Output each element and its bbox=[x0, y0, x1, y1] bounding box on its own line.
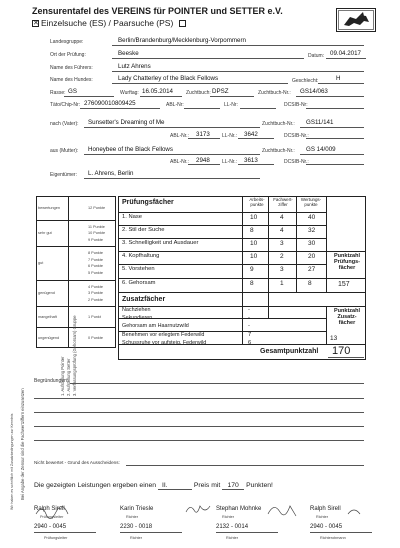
pruefung-row-wertung: 20 bbox=[308, 253, 316, 260]
eigentuemer-label: Eigentümer: bbox=[50, 172, 77, 178]
judge-line bbox=[120, 532, 182, 533]
zusatz-row-arbeit: 6 bbox=[248, 339, 252, 346]
preis-value: II. bbox=[158, 482, 192, 490]
judge-nr: 2940 - 0045 bbox=[310, 524, 343, 530]
pruefung-col-header: Arbeits- punkte bbox=[249, 197, 265, 207]
pruefung-row-arbeit: 9 bbox=[250, 266, 254, 273]
mutter-abl-label: ABL-Nr.: bbox=[170, 159, 189, 165]
pruefung-row-fachwert: 2 bbox=[280, 253, 284, 260]
wurftag-value: 16.05.2014 bbox=[142, 88, 173, 95]
geschlecht-value: H bbox=[336, 75, 341, 82]
gesamt-value: 170 bbox=[332, 345, 351, 357]
judge-nr: 2132 - 0014 bbox=[216, 524, 249, 530]
zusatz-row-name: Benehmen vor erlegtem Federwild bbox=[122, 331, 205, 338]
judge-sub: Richter bbox=[126, 515, 139, 519]
pruefung-row-fachwert: 1 bbox=[280, 280, 284, 287]
scale-row-points: 1 Punkt bbox=[88, 314, 101, 319]
zusatz-row-name: Schussruhe vor aufsteig. Federwild bbox=[122, 339, 207, 346]
zusatz-header: Zusatzfächer bbox=[122, 296, 166, 303]
pruefung-row-arbeit: 10 bbox=[250, 214, 258, 221]
club-logo bbox=[336, 8, 376, 32]
judge-name: Karin Triesle bbox=[120, 506, 154, 512]
pruefung-row-name: 2. Stil der Suche bbox=[122, 227, 165, 233]
scale-row-points: 6 Punkte bbox=[88, 264, 103, 269]
pruefung-row-name: 3. Schnelligkeit und Ausdauer bbox=[122, 240, 199, 246]
rasse-value: GS bbox=[68, 88, 77, 95]
judge-nr: 2230 - 0018 bbox=[120, 524, 153, 530]
rasse-label: Rasse: bbox=[50, 90, 66, 96]
mutter-ll-label: LL-Nr.: bbox=[222, 159, 238, 165]
eigentuemer-value: L. Ahrens, Berlin bbox=[88, 170, 134, 177]
judge-role: Prüfungsleiter bbox=[44, 536, 68, 540]
hund-label: Name des Hundes: bbox=[50, 77, 93, 83]
zusatz-punktzahl-value: 13 bbox=[330, 335, 338, 342]
vater-zb-value: GS11/141 bbox=[306, 119, 334, 126]
pruefung-row-fachwert: 4 bbox=[280, 214, 284, 221]
zuchtbuch-label: Zuchtbuch: bbox=[186, 90, 211, 96]
pruefung-row-fachwert: 3 bbox=[280, 240, 284, 247]
punkte-label: Punkten! bbox=[246, 482, 273, 489]
paarsuche-checkbox[interactable] bbox=[179, 20, 186, 27]
scale-row-points: 11 Punkte bbox=[88, 224, 105, 229]
signature-scribbles bbox=[30, 500, 370, 524]
scale-row-points: 5 Punkte bbox=[88, 271, 103, 276]
hund-value: Lady Chatterley of the Black Fellows bbox=[118, 75, 219, 82]
pruefung-row-name: 6. Gehorsam bbox=[122, 280, 156, 286]
taeto-value: 276090010809425 bbox=[84, 100, 136, 107]
zusatz-row-name: Gehorsam am Haarnutzwild bbox=[122, 323, 189, 330]
pruefung-col-header: Wertungs- punkte bbox=[300, 197, 322, 207]
pruefung-row-wertung: 40 bbox=[308, 214, 316, 221]
einzelsuche-checkbox[interactable] bbox=[32, 20, 39, 27]
search-type-label: Einzelsuche (ES) / Paarsuche (PS) bbox=[41, 18, 174, 28]
ll-label: LL-Nr: bbox=[224, 102, 238, 108]
abl-label: ABL-Nr: bbox=[166, 102, 184, 108]
pruefung-header: Prüfungsfächer bbox=[122, 199, 174, 206]
ort-value: Beeske bbox=[118, 50, 139, 57]
pruefung-row-fachwert: 3 bbox=[280, 266, 284, 273]
statement-prefix: Die gezeigten Leistungen ergeben einen bbox=[34, 482, 157, 489]
judge-role: Richter bbox=[226, 536, 239, 540]
mutter-dcsib-label: DCSIB-Nr.: bbox=[284, 159, 309, 165]
scale-row-name: sehr gut bbox=[38, 231, 52, 235]
side-note-1: 1. Aufstellung Pointer bbox=[60, 356, 65, 396]
vater-ll-value: 3642 bbox=[244, 131, 258, 138]
scale-row-points: 12 Punkte bbox=[88, 206, 106, 210]
judge-line bbox=[310, 532, 372, 533]
gesamt-label: Gesamtpunktzahl bbox=[260, 348, 319, 355]
pruefung-row-wertung: 27 bbox=[308, 266, 316, 273]
vater-value: Sunsetter's Dreaming of Me bbox=[88, 119, 165, 126]
side-note-3: 3. Verfassungsprüfung (Gehorsam) Gruppe bbox=[72, 315, 77, 396]
pruefung-col-header: Fachwert- ziffer bbox=[273, 197, 293, 207]
scale-row-name: mangelhaft bbox=[38, 314, 57, 319]
pruefung-row-wertung: 32 bbox=[308, 227, 316, 234]
vater-ll-label: LL-Nr.: bbox=[222, 133, 238, 139]
preis-label: Preis mit bbox=[193, 482, 221, 489]
form-title: Zensurentafel des VEREINS für POINTER und SETTER e.V. bbox=[32, 6, 283, 16]
landesgruppe-value: Berlin/Brandenburg/Mecklenburg-Vorpommern bbox=[118, 37, 246, 44]
scale-row-points: 7 Punkte bbox=[88, 257, 103, 262]
vater-label: nach (Vater): bbox=[50, 121, 79, 127]
scale-row-points: 9 Punkte bbox=[88, 237, 103, 242]
zusatz-row-arbeit: 7 bbox=[248, 331, 252, 338]
fuehrer-label: Name des Führers: bbox=[50, 65, 93, 71]
zusatz-row-name: Sekundieren bbox=[122, 315, 153, 322]
landesgruppe-label: Landesgruppe: bbox=[50, 39, 84, 45]
pruefung-row-name: 1. Nase bbox=[122, 214, 142, 220]
result-statement bbox=[34, 482, 273, 490]
judge-line bbox=[34, 532, 96, 533]
datum-label: Datum: bbox=[308, 53, 325, 59]
fuehrer-value: Lutz Ahrens bbox=[118, 63, 151, 70]
scale-row-name: gut bbox=[38, 261, 44, 265]
pruefung-row-name: 4. Kopfhaltung bbox=[122, 253, 160, 259]
judge-sub: Prüfungsleiter bbox=[40, 515, 64, 519]
pruefung-punktzahl-label: Punktzahl Prüfungs- fächer bbox=[334, 253, 360, 271]
pruefung-punktzahl-value: 157 bbox=[338, 281, 350, 288]
mutter-label: aus (Mutter): bbox=[50, 148, 79, 154]
judge-name: Ralph Sirell bbox=[310, 506, 341, 512]
pruefung-row-arbeit: 10 bbox=[250, 240, 258, 247]
scale-row-points: 3 Punkte bbox=[88, 291, 103, 295]
judge-role: Richter bbox=[130, 536, 143, 540]
vater-dcsib-label: DCSIB-Nr.: bbox=[284, 133, 309, 139]
pruefung-row-wertung: 30 bbox=[308, 240, 316, 247]
nicht-bewertet-label: Nicht bewertet - Grund des Ausscheidens: bbox=[34, 460, 120, 465]
mutter-value: Honeybee of the Black Fellows bbox=[88, 146, 173, 153]
judge-nr: 2940 - 0045 bbox=[34, 524, 67, 530]
zusatz-row-arbeit: - bbox=[248, 315, 250, 322]
geschlecht-label: Geschlecht: bbox=[292, 78, 319, 84]
judge-name: Stephan Mohnke bbox=[216, 506, 262, 512]
ort-label: Ort der Prüfung: bbox=[50, 52, 86, 58]
begruendungen-label: Begründungen: bbox=[34, 378, 69, 384]
scale-row-points: 4 Punkte bbox=[88, 284, 103, 289]
dcsib-label: DCSIB-Nr: bbox=[284, 102, 308, 108]
judge-sub: Richter bbox=[222, 515, 235, 519]
vater-abl-label: ABL-Nr.: bbox=[170, 133, 189, 139]
zusatz-row-name: Nachziehen bbox=[122, 307, 151, 313]
datum-value: 09.04.2017 bbox=[330, 50, 361, 57]
mutter-zb-value: GS 14/009 bbox=[306, 146, 336, 153]
pruefung-row-name: 5. Vorstehen bbox=[122, 266, 155, 272]
zuchtbuchnr-value: GS14/063 bbox=[300, 88, 328, 95]
side-note-2: 2. Aufstellung Setter bbox=[66, 358, 71, 396]
zusatz-row-arbeit: - bbox=[248, 307, 250, 313]
zusatz-punktzahl-label: Punktzahl Zusatz- fächer bbox=[334, 308, 360, 326]
vater-zb-label: Zuchtbuch-Nr.: bbox=[262, 121, 295, 127]
scale-row-points: 10 Punkte bbox=[88, 231, 106, 235]
scale-header-left: bewertungen bbox=[38, 206, 60, 210]
mutter-abl-value: 2948 bbox=[196, 157, 210, 164]
vater-abl-value: 3173 bbox=[196, 131, 210, 138]
scale-row-points: 2 Punkte bbox=[88, 297, 103, 302]
zuchtbuchnr-label: Zuchtbuch-Nr.: bbox=[258, 90, 291, 96]
judge-line bbox=[216, 532, 278, 533]
left-margin-note: Bei Angabe der Zensur sind die Fachwertziffern einzusetzen bbox=[20, 388, 25, 500]
taeto-label: Täto/Chip-Nr: bbox=[50, 102, 81, 108]
scale-row-points: 8 Punkte bbox=[88, 250, 103, 255]
pruefung-row-arbeit: 8 bbox=[250, 227, 254, 234]
judge-name: Ralph Sirell bbox=[34, 506, 65, 512]
pruefung-row-fachwert: 4 bbox=[280, 227, 284, 234]
zuchtbuch-value: DPSZ bbox=[212, 88, 229, 95]
mutter-ll-value: 3613 bbox=[244, 157, 258, 164]
search-type-line bbox=[32, 18, 188, 28]
scale-row-name: ungenügend bbox=[38, 335, 60, 340]
judge-role: Richterobmann bbox=[320, 536, 346, 540]
pruefung-row-wertung: 8 bbox=[308, 280, 312, 287]
judge-sub: Richter bbox=[316, 515, 329, 519]
scale-row-name: genügend bbox=[38, 291, 55, 295]
wurftag-label: Wurftag: bbox=[120, 90, 139, 96]
bottom-margin-note: Wir haben es schriftlich mit Zusatzbedingungen zur Kenntnis bbox=[10, 413, 14, 510]
pruefung-row-arbeit: 10 bbox=[250, 253, 258, 260]
pruefung-row-arbeit: 8 bbox=[250, 280, 254, 287]
zusatz-row-arbeit: - bbox=[248, 323, 250, 330]
mutter-zb-label: Zuchtbuch-Nr.: bbox=[262, 148, 295, 154]
scale-row-points: 0 Punkte bbox=[88, 335, 103, 340]
punkte-value: 170 bbox=[222, 482, 244, 490]
